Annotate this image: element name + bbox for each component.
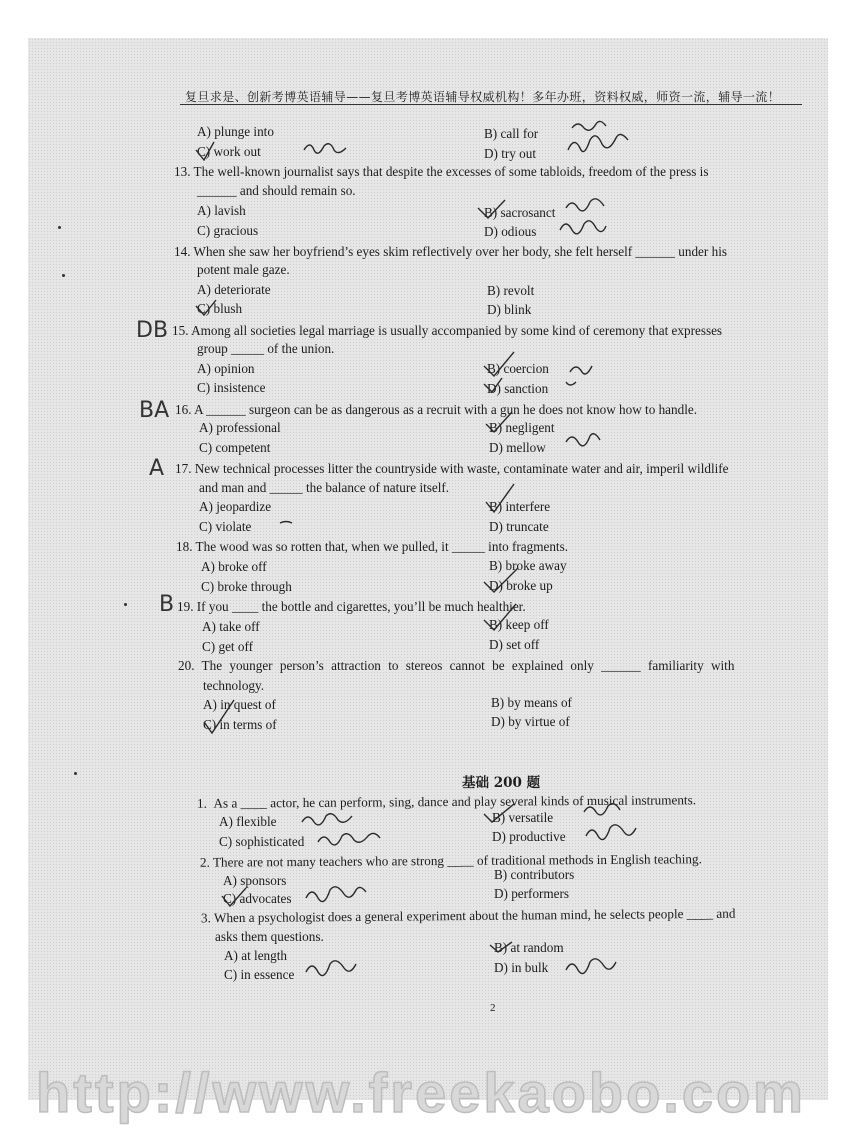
q13-number: 13.: [174, 164, 191, 179]
basic1-option-b: B) versatile: [492, 810, 554, 825]
q13-line2: ______ and should remain so.: [197, 183, 356, 198]
q17-line1: New technical processes litter the countryside with waste, contaminate water and air, imperil wildlife: [194, 461, 729, 476]
basic3-line1: When a psychologist does a general experiment about the human mind, he selects people ____ and: [213, 905, 736, 926]
q15-stem: [172, 321, 722, 340]
q16-option-d: D) mellow: [489, 440, 546, 455]
q19-option-d: D) set off: [489, 637, 540, 652]
header-rule: [180, 104, 802, 105]
q20-option-b: B) by means of: [491, 695, 572, 710]
basic3-number: 3.: [200, 910, 211, 926]
basic3-option-a: A) at length: [224, 948, 287, 963]
q15-line1: Among all societies legal marriage is usually accompanied by some kind of ceremony that expresses: [191, 323, 723, 338]
q19-option-b: B) keep off: [489, 617, 549, 632]
q13-stem: [174, 162, 708, 181]
q18-number: 18.: [176, 539, 193, 554]
q14-line2: potent male gaze.: [197, 262, 290, 277]
q15-option-a: A) opinion: [197, 361, 255, 376]
q18-stem: [176, 537, 568, 556]
q18-option-a: A) broke off: [201, 559, 267, 574]
q17-number: 17.: [175, 461, 192, 476]
q19-number: 19.: [177, 599, 194, 614]
page-header: 复旦求是、创新考博英语辅导——复旦考博英语辅导权威机构！多年办班，资料权威，师资一流，辅导一流！: [185, 90, 781, 104]
scan-speck: [74, 772, 77, 775]
q13-option-d: D) odious: [484, 224, 537, 239]
q17-option-c: C) violate: [199, 519, 252, 534]
q14-stem: [174, 242, 727, 261]
q17-stem: [175, 459, 729, 478]
q20-number: 20.: [178, 658, 195, 673]
q20-stem: [178, 656, 734, 675]
q15-option-b: B) coercion: [487, 361, 549, 376]
basic1-number: 1.: [196, 795, 207, 811]
q14-line1: When she saw her boyfriend’s eyes skim reflectively over her body, she felt herself ______ under his: [193, 244, 727, 259]
scan-speck: [124, 603, 127, 606]
q13-option-b: B) sacrosanct: [484, 205, 556, 220]
basic2-option-d: D) performers: [494, 886, 570, 901]
basic1-option-d: D) productive: [492, 829, 566, 844]
section-title: 基础 200 题: [462, 775, 541, 791]
q12-option-a: A) plunge into: [197, 124, 274, 139]
basic2-stem: [200, 849, 702, 872]
q18-line1: The wood was so rotten that, when we pulled, it _____ into fragments.: [195, 539, 569, 554]
q19-option-c: C) get off: [202, 639, 254, 654]
basic1-stem: [197, 790, 696, 812]
basic3-option-c: C) in essence: [224, 967, 295, 982]
basic2-option-c: C) advocates: [223, 891, 292, 906]
q13-line1: The well-known journalist says that despite the excesses of some tabloids, freedom of the press is: [193, 164, 709, 179]
margin-answer-q17: A: [149, 456, 165, 481]
q14-number: 14.: [174, 244, 191, 259]
q14-option-d: D) blink: [487, 302, 532, 317]
basic3-option-b: B) at random: [494, 940, 564, 955]
q16-option-a: A) professional: [199, 420, 281, 435]
watermark: http://www.freekaobo.com: [36, 1061, 806, 1124]
basic1-option-a: A) flexible: [219, 814, 277, 829]
q19-stem: [177, 597, 526, 616]
q12-option-b: B) call for: [484, 126, 539, 141]
scanned-page: [28, 38, 828, 1100]
scan-speck: [62, 274, 65, 277]
q16-line1: A ______ surgeon can be as dangerous as a recruit with a gun he does not know how to handle.: [194, 402, 698, 417]
q17-option-a: A) jeopardize: [199, 499, 272, 514]
q17-line2: and man and _____ the balance of nature itself.: [199, 480, 450, 495]
q14-option-b: B) revolt: [487, 283, 535, 298]
q15-option-c: C) insistence: [197, 380, 266, 395]
q16-stem: [175, 400, 697, 419]
q15-line2: group _____ of the union.: [197, 341, 335, 356]
q17-option-d: D) truncate: [489, 519, 549, 534]
scan-speck: [58, 226, 61, 229]
q17-option-b: B) interfere: [489, 499, 551, 514]
basic1-option-c: C) sophisticated: [219, 834, 305, 849]
q14-option-c: C) blush: [197, 301, 243, 316]
margin-answer-q15: DB: [136, 318, 169, 343]
basic2-line1: There are not many teachers who are strong ____ of traditional methods in English teaching.: [212, 851, 702, 870]
q18-option-b: B) broke away: [489, 558, 567, 573]
q16-number: 16.: [175, 402, 192, 417]
basic1-line1: As a ____ actor, he can perform, sing, dance and play several kinds of musical instruments.: [213, 792, 697, 811]
margin-answer-q16: BA: [139, 398, 170, 423]
q15-number: 15.: [172, 323, 189, 338]
q20-option-a: A) in quest of: [203, 697, 276, 712]
q16-option-b: B) negligent: [489, 420, 555, 435]
basic3-line2: asks them questions.: [215, 929, 324, 944]
q20-option-d: D) by virtue of: [491, 714, 570, 729]
q18-option-c: C) broke through: [201, 579, 292, 594]
q19-option-a: A) take off: [202, 619, 260, 634]
page-number: 2: [490, 1002, 496, 1014]
q20-line2: technology.: [203, 678, 265, 693]
q20-option-c: C) in terms of: [203, 717, 277, 732]
q18-option-d: D) broke up: [489, 578, 553, 593]
q14-option-a: A) deteriorate: [197, 282, 271, 297]
q20-line1: The younger person’s attraction to stereos cannot be explained only ______ familiarity with: [201, 658, 735, 673]
q15-option-d: D) sanction: [487, 381, 549, 396]
margin-answer-q19: B: [159, 592, 175, 617]
q19-line1: If you ____ the bottle and cigarettes, you’ll be much healthier.: [196, 599, 526, 614]
q16-option-c: C) competent: [199, 440, 271, 455]
basic2-option-b: B) contributors: [494, 867, 575, 882]
q12-option-d: D) try out: [484, 146, 537, 161]
q13-option-c: C) gracious: [197, 223, 259, 238]
basic3-option-d: D) in bulk: [494, 960, 549, 975]
basic2-number: 2.: [199, 854, 210, 870]
q12-option-c: C) work out: [197, 144, 261, 159]
q13-option-a: A) lavish: [197, 203, 246, 218]
basic2-option-a: A) sponsors: [223, 873, 287, 888]
